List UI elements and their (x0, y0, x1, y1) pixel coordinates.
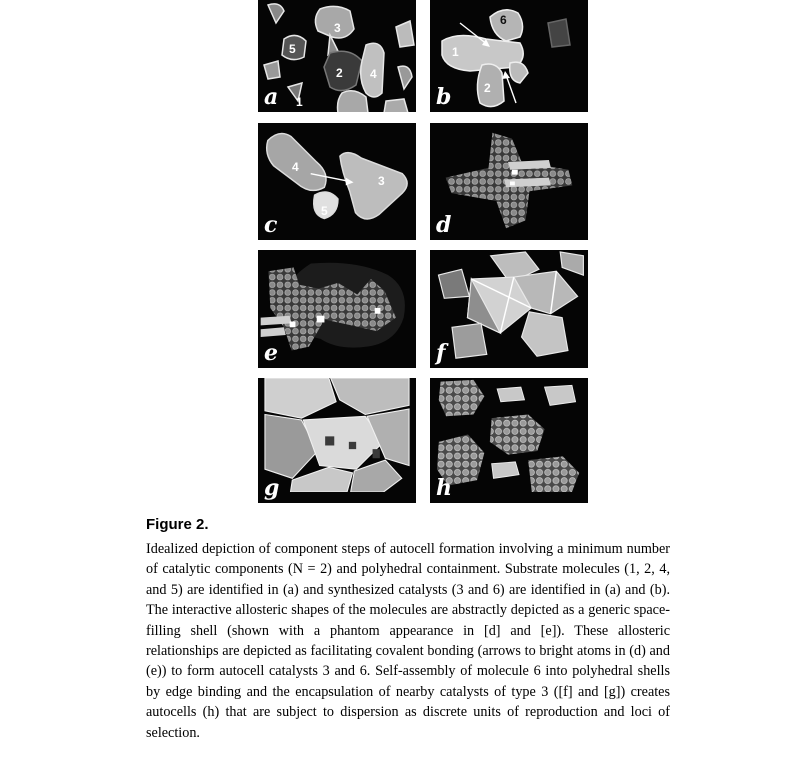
panel-label: g (264, 475, 280, 501)
molecule-number: 4 (370, 67, 377, 81)
panel-b (430, 0, 588, 112)
panel-e (258, 250, 416, 368)
molecule-number: 1 (452, 45, 459, 59)
molecule-number: 5 (289, 42, 296, 56)
figure-title: Figure 2. (146, 516, 209, 533)
panel-label: f (436, 340, 446, 366)
panel-label: h (436, 475, 452, 501)
panel-e-image (258, 250, 416, 364)
panel-a-image (258, 0, 416, 112)
panel-g-image (258, 378, 416, 492)
panel-c (258, 123, 416, 240)
molecule-number: 3 (334, 21, 341, 35)
molecule-number: 6 (500, 13, 507, 27)
panel-g (258, 378, 416, 503)
panel-d (430, 123, 588, 240)
molecule-number: 5 (321, 204, 328, 218)
molecule-number: 2 (336, 66, 343, 80)
panel-label: a (264, 84, 279, 110)
panel-label: e (264, 340, 278, 366)
panel-label: c (264, 212, 278, 238)
panel-f (430, 250, 588, 368)
panel-f-image (430, 250, 588, 364)
panel-d-image (430, 123, 588, 237)
molecule-number: 3 (378, 174, 385, 188)
panel-a (258, 0, 416, 112)
molecule-number: 2 (484, 81, 491, 95)
panel-h (430, 378, 588, 503)
molecule-number: 1 (296, 95, 303, 109)
panel-label: b (436, 84, 452, 110)
panel-h-image (430, 378, 588, 492)
panel-c-image (258, 123, 416, 237)
figure-caption: Idealized depiction of component steps of autocell formation involving a minimum number of catalytic components (N = 2) and polyhedral containment. Substrate molecules (1, 2, 4, and 5) are identified in (a) and synthesized catalysts (3 and 6) are identified in (a) and (b). The interactive allosteric shapes of the molecules are abstractly depicted as a generic space-filling shell (shown with a phantom appearance in [d] and [e]). These allosteric relationships are depicted as facilitating covalent bonding (arrows to bright atoms in (d) and (e)) to form autocell catalysts 3 and 6. Self-assembly of molecule 6 into polyhedral shells by edge binding and the encapsulation of nearby catalysts of type 3 ([f] and [g]) creates autocells (h) that are subject to dispersion as discrete units of reproduction and loci of selection. (146, 541, 670, 741)
molecule-number: 4 (292, 160, 299, 174)
panel-label: d (436, 212, 452, 238)
